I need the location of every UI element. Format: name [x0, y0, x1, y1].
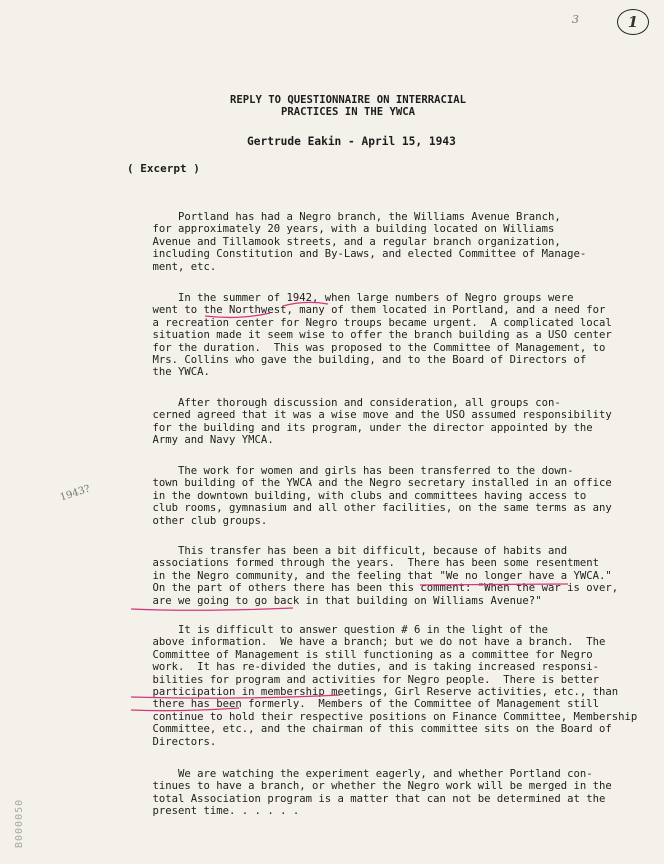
paragraph-line: cerned agreed that it was a wise move and the USO assumed responsibility [127, 409, 612, 422]
excerpt-label: ( Excerpt ) [127, 162, 200, 175]
paragraph-line: went to the Northwest, many of them located in Portland, and a need for [127, 304, 606, 317]
paragraph-line: On the part of others there has been this comment: "When the war is over, [127, 582, 619, 595]
paragraph-line: there has been formerly. Members of the Committee of Management still [127, 698, 599, 711]
paragraph-line: for the duration. This was proposed to the Committee of Management, to [127, 341, 606, 354]
paragraph-line: Committee, etc., and the chairman of this committee sits on the Board of [127, 723, 612, 736]
paragraph-3 [127, 397, 647, 447]
paragraph-line: a recreation center for Negro troups became urgent. A complicated local [127, 316, 612, 329]
page-corner-number: 3 [572, 13, 579, 26]
paragraph-line: for approximately 20 years, with a building located on Williams [127, 223, 555, 236]
document-title-line-1: REPLY TO QUESTIONNAIRE ON INTERRACIAL [230, 94, 466, 106]
paragraph-line: other club groups. [127, 514, 268, 527]
paragraph-line: It is difficult to answer question # 6 in the light of the [127, 624, 548, 636]
paragraph-line: present time. . . . . . [127, 805, 300, 818]
circled-page-number-text: 1 [627, 12, 639, 31]
paragraph-line: including Constitution and By-Laws, and elected Committee of Manage- [127, 248, 587, 261]
paragraph-line: ment, etc. [127, 260, 217, 273]
paragraph-line: After thorough discussion and consideration, all groups con- [127, 397, 561, 409]
paragraph-line: In the summer of 1942, when large numbers of Negro groups were [127, 292, 574, 304]
paragraph-line: tinues to have a branch, or whether the Negro work will be merged in the [127, 780, 612, 793]
paragraph-line: are we going to go back in that building on Williams Avenue?" [127, 594, 542, 607]
document-title-line-2: PRACTICES IN THE YWCA [281, 106, 415, 118]
paragraph-line: total Association program is a matter that can not be determined at the [127, 792, 606, 805]
paragraph-line: Army and Navy YMCA. [127, 434, 274, 447]
circled-page-number [617, 9, 649, 35]
paragraph-line: Portland has had a Negro branch, the Williams Avenue Branch, [127, 211, 561, 223]
paragraph-4 [127, 465, 647, 527]
paragraph-line: Committee of Management is still functioning as a committee for Negro [127, 648, 593, 661]
underline-are-we-going [131, 608, 293, 610]
paragraph-line: continue to hold their respective positions on Finance Committee, Membership [127, 710, 638, 723]
author-date-line: Gertrude Eakin - April 15, 1943 [247, 135, 456, 148]
paragraph-line: Mrs. Collins who gave the building, and to the Board of Directors of [127, 354, 587, 367]
paragraph-line: We are watching the experiment eagerly, and whether Portland con- [127, 768, 593, 780]
paragraph-line: above information. We have a branch; but we do not have a branch. The [127, 636, 606, 649]
paragraph-line: the YWCA. [127, 366, 210, 379]
paragraph-line: Avenue and Tillamook streets, and a regular branch organization, [127, 235, 561, 248]
paragraph-line: participation in membership meetings, Girl Reserve activities, etc., than [127, 686, 619, 699]
paragraph-line: situation made it seem wise to offer the branch building as a USO center [127, 329, 612, 342]
paragraph-line: bilities for program and activities for Negro people. There is better [127, 673, 599, 686]
paragraph-line: town building of the YWCA and the Negro secretary installed in an office [127, 477, 612, 490]
paragraph-line: for the building and its program, under the director appointed by the [127, 421, 593, 434]
paragraph-line: The work for women and girls has been transferred to the down- [127, 465, 574, 477]
paragraph-line: club rooms, gymnasium and all other facilities, on the same terms as any [127, 502, 612, 515]
paragraph-line: in the Negro community, and the feeling that "We no longer have a YWCA." [127, 569, 612, 582]
paragraph-line: in the downtown building, with clubs and committees having access to [127, 489, 587, 502]
paragraph-5 [127, 545, 647, 607]
paragraph-line: Directors. [127, 735, 217, 748]
paragraph-1 [127, 211, 647, 273]
pencil-margin-note: 1943? [58, 483, 92, 504]
paragraph-6 [127, 624, 647, 748]
archive-stamp: B000050 [14, 798, 25, 848]
paragraph-line: associations formed through the years. There has been some resentment [127, 557, 599, 570]
paragraph-line: This transfer has been a bit difficult, because of habits and [127, 545, 568, 557]
paragraph-2 [127, 292, 647, 379]
paragraph-7 [127, 768, 647, 818]
paragraph-line: work. It has re-divided the duties, and is taking increased responsi- [127, 661, 599, 674]
